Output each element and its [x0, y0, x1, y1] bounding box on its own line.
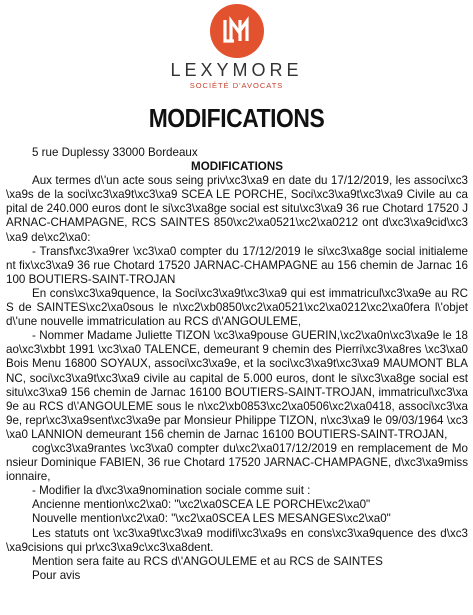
page-title: MODIFICATIONS — [148, 103, 325, 133]
logo-subtitle: SOCIÉTÉ D'AVOCATS — [189, 81, 284, 90]
paragraph: En cons\xc3\xa9quence, la Soci\xc3\xa9t\xc3\xa9 qui est immatricul\xc3\xa9e au RCS de SAINTES\xc2\xa0sous le n\xc2\xb0850\xc2\xa0521\xc2\xa0212\xc2\xa0fera l\'objet d\'une nouvelle immatriculation au RCS d\'ANGOULEME, — [6, 286, 468, 329]
paragraph: Mention sera faite au RCS d\'ANGOULEME et au RCS de SAINTES — [32, 554, 383, 568]
paragraph: Les statuts ont \xc3\xa9t\xc3\xa9 modifi\xc3\xa9s en cons\xc3\xa9quence des d\xc3\xa9cisions qui pr\xc3\xa9c\xc3\xa8dent. — [6, 526, 468, 554]
paragraph: - Nommer Madame Juliette TIZON \xc3\xa9pouse GUERIN,\xc2\xa0n\xc3\xa9e le 18 ao\xc3\xbbt 1991 \xc3\xa0 TALENCE, demeurant 9 chemin des Pierri\xc3\xa8res \xc3\xa0 Bois Menu 16800 SOYAUX, associ\xc3\xa9e, et la soci\xc3\xa9t\xc3\xa9 MAUMONT BLANC, soci\xc3\xa9t\xc3\xa9 civile au capital de 5.000 euros, dont le si\xc3\xa8ge social est situ\xc3\xa9 156 chemin de Jarnac 16100 BOUTIERS-SAINT-TROJAN, immatricul\xc3\xa9e au RCS d\'ANGOULEME sous le n\xc2\xb0853\xc2\xa0506\xc2\xa0418, associ\xc3\xa9e, repr\xc3\xa9sent\xc3\xa9e par Monsieur Philippe TIZON, n\xc3\xa9 le 09/03/1964 \xc3\xa0 LANNION demeurant 156 chemin de Jarnac 16100 BOUTIERS-SAINT-TROJAN, — [6, 329, 468, 441]
paragraph: - Transf\xc3\xa9rer \xc3\xa0 compter du 17/12/2019 le si\xc3\xa8ge social initialement fix\xc3\xa9 36 rue Chotard 17520 JARNAC-CHAMPAGNE au 156 chemin de Jarnac 16100 BOUTIERS-SAINT-TROJAN — [6, 244, 468, 286]
paragraph: Aux termes d\'un acte sous seing priv\xc3\xa9 en date du 17/12/2019, les associ\xc3\xa9s de la soci\xc3\xa9t\xc3\xa9 SCEA LE PORCHE, Soci\xc3\xa9t\xc3\xa9 Civile au capital de 240.000 euros dont le si\xc3\xa8ge social est situ\xc3\xa9 36 rue Chotard 17520 JARNAC-CHAMPAGNE, RCS SAINTES 850\xc2\xa0521\xc2\xa0212 ont d\xc3\xa9cid\xc3\xa9 de\xc2\xa0: — [6, 174, 468, 244]
paragraph: - Modifier la d\xc3\xa9nomination sociale comme suit : — [32, 484, 311, 498]
logo — [0, 4, 473, 90]
paragraph: Ancienne mention\xc2\xa0: "\xc2\xa0SCEA LE PORCHE\xc2\xa0" — [32, 498, 371, 512]
paragraph: cog\xc3\xa9rantes \xc3\xa0 compter du\xc2\xa017/12/2019 en remplacement de Monsieur Dominique FABIEN, 36 rue Chotard 17520 JARNAC-CHAMPAGNE, d\xc3\xa9missionnaire, — [6, 441, 468, 484]
paragraph: Nouvelle mention\xc2\xa0: "\xc2\xa0SCEA LES MESANGES\xc2\xa0" — [32, 512, 391, 526]
article-body — [6, 146, 468, 583]
paragraph: Pour avis — [32, 568, 81, 582]
lexymore-logo-icon — [210, 4, 264, 58]
logo-name: LEXYMORE — [170, 60, 303, 80]
article-subtitle: MODIFICATIONS — [191, 160, 283, 174]
address-line: 5 rue Duplessy 33000 Bordeaux — [32, 146, 198, 159]
